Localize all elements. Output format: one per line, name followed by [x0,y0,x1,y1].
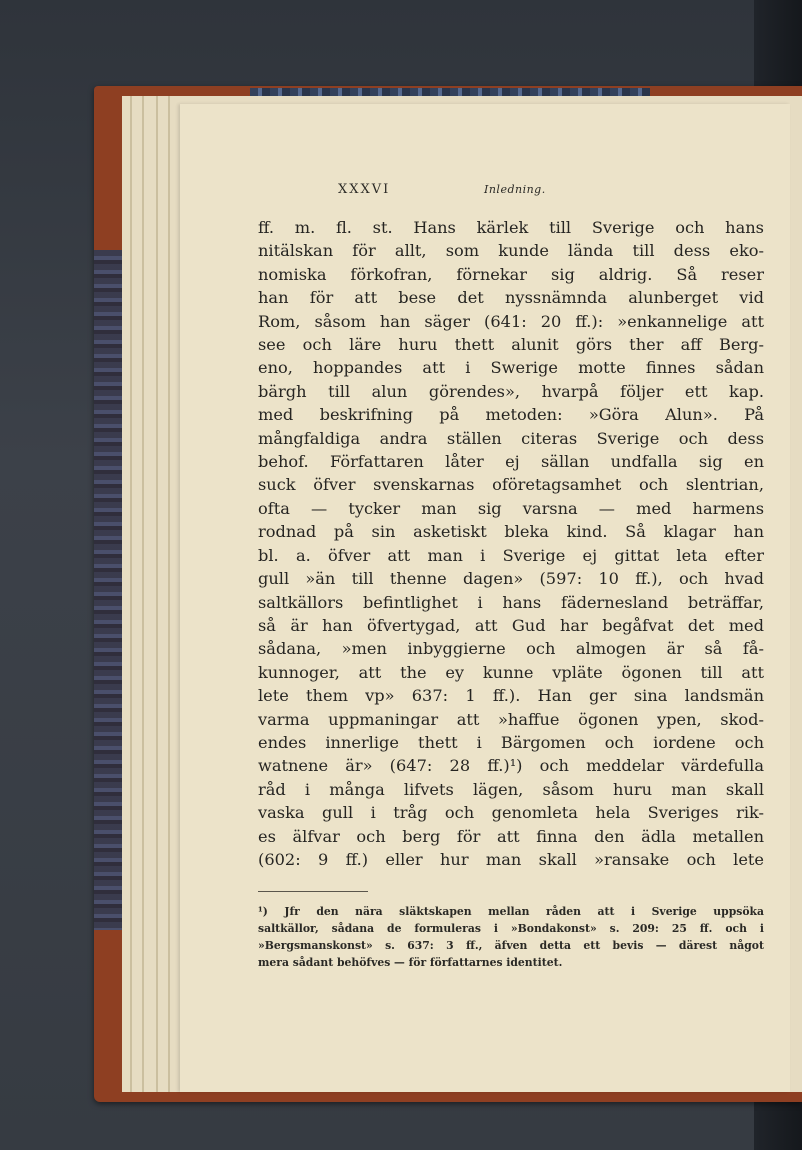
text-line: (602: 9 ff.) eller hur man skall »ransake och lete [258,849,764,869]
text-line: saltkällors befintlighet i hans fädernesland beträffar, [258,592,764,612]
text-line: ofta — tycker man sig varsna — med harmens [258,498,764,518]
text-line: råd i många lifvets lägen, såsom huru man skall [258,779,764,799]
text-line: Rom, såsom han säger (641: 20 ff.): »enkannelige att [258,311,764,331]
text-line: endes innerlige thett i Bärgomen och iordene och [258,732,764,752]
text-line: gull »än till thenne dagen» (597: 10 ff.), och hvad [258,569,764,589]
text-line: watnene är» (647: 28 ff.)¹) och meddelar värdefulla [258,756,764,776]
footnote-line: »Bergsmanskonst» s. 637: 3 ff., äfven detta ett bevis — därest något [258,939,764,952]
footnotes [258,903,764,971]
footnote-rule [258,891,368,892]
text-line: sådana, »men inbyggierne och almogen är så få- [258,639,764,659]
text-line: han för att bese det nyssnämnda alunberget vid [258,288,764,308]
text-line: nomiska förkofran, förnekar sig aldrig. Så reser [258,264,764,284]
text-line: bl. a. öfver att man i Sverige ej gittat leta efter [258,545,764,565]
page-number: XXXVI [338,182,391,197]
text-line: behof. Författaren låter ej sällan undfalla sig en [258,452,764,472]
page-header [338,182,758,204]
footnote-line: mera sådant behöfves — för författarnes identitet. [258,956,563,969]
text-line: lete them vp» 637: 1 ff.). Han ger sina landsmän [258,686,764,706]
footnote-line: saltkällor, sådana de formuleras i »Bondakonst» s. 209: 25 ff. och i [258,922,764,935]
text-line: es älfvar och berg för att finna den ädla metallen [258,826,764,846]
text-line: så är han öfvertygad, att Gud har begåfvat det med [258,615,764,635]
text-line: nitälskan för allt, som kunde lända till dess eko- [258,241,764,261]
text-line: vaska gull i tråg och genomleta hela Sveriges rik- [258,803,764,823]
text-line: varma uppmaningar att »haffue ögonen ypen, skod- [258,709,764,729]
text-line: kunnoger, att the ey kunne vpläte ögonen till att [258,662,764,682]
footnote-line: ¹) Jfr den nära släktskapen mellan råden att i Sverige uppsöka [258,905,764,918]
text-line: eno, hoppandes att i Swerige motte finnes sådan [258,358,764,378]
running-title: Inledning. [484,183,546,196]
text-line: ff. m. fl. st. Hans kärlek till Sverige och hans [258,218,764,237]
text-line: see och läre huru thett alunit görs ther aff Berg- [258,335,764,355]
body-text [258,216,764,871]
text-line: mångfaldiga andra ställen citeras Sverige och dess [258,428,764,448]
text-line: rodnad på sin asketiskt bleka kind. Så klagar han [258,522,764,542]
text-line: suck öfver svenskarnas oföretagsamhet och slentrian, [258,475,764,495]
text-line: med beskrifning på metoden: »Göra Alun». På [258,405,764,425]
text-line: bärgh till alun görendes», hvarpå följer ett kap. [258,381,764,401]
